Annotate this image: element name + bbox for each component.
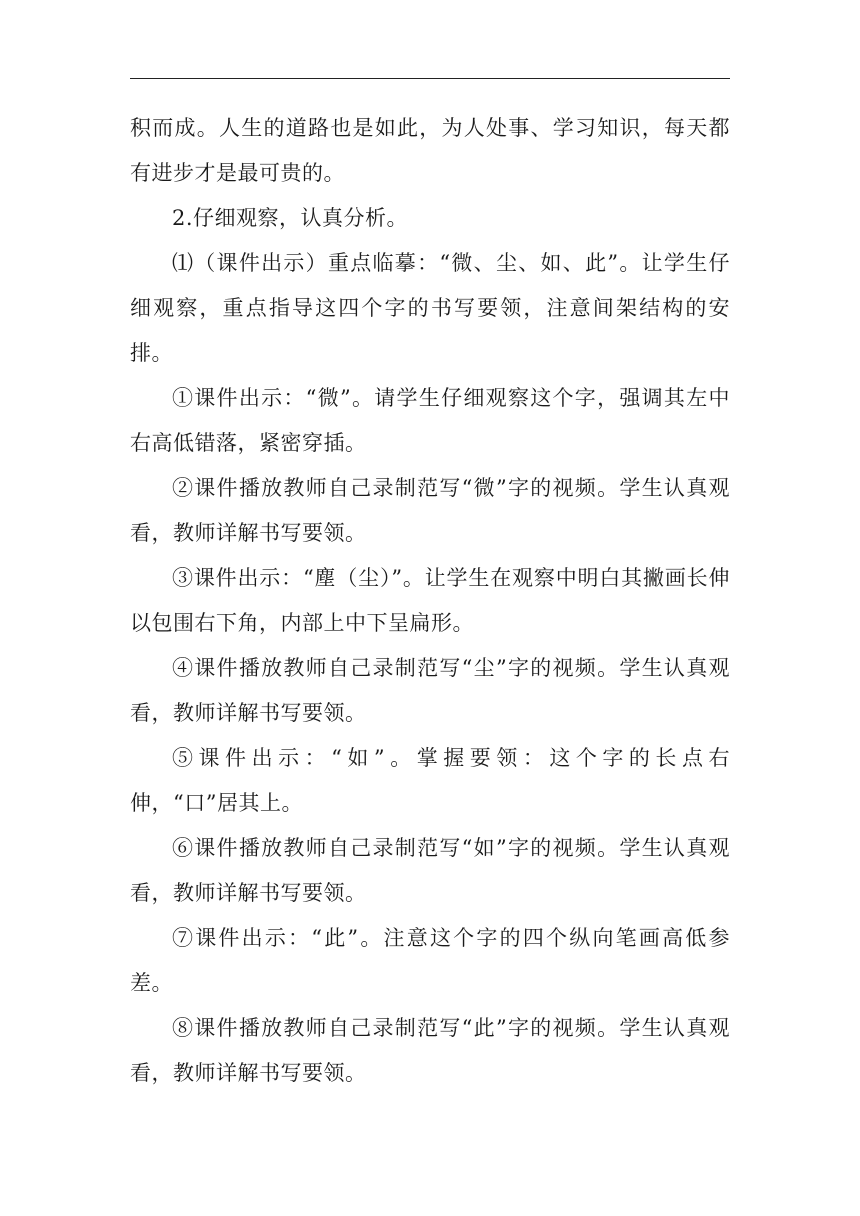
paragraph-step-1: ①课件出示：“微”。请学生仔细观察这个字，强调其左中右高低错落，紧密穿插。 [130,386,730,455]
paragraph-step-6: ⑥课件播放教师自己录制范写“如”字的视频。学生认真观看，教师详解书写要领。 [130,836,730,905]
paragraph-step-7: ⑦课件出示：“此”。注意这个字的四个纵向笔画高低参差。 [130,926,730,995]
paragraph-continuation: 积而成。人生的道路也是如此，为人处事、学习知识，每天都有进步才是最可贵的。 [130,116,730,185]
paragraph-step-3: ③课件出示：“塵（尘）”。让学生在观察中明白其撇画长伸以包围右下角，内部上中下呈扁形。 [130,566,730,635]
header-rule [130,78,730,79]
document-body [130,106,730,1096]
paragraph-section-heading: 2.仔细观察，认真分析。 [172,206,409,230]
paragraph-step-2: ②课件播放教师自己录制范写“微”字的视频。学生认真观看，教师详解书写要领。 [130,476,730,545]
paragraph-step-4: ④课件播放教师自己录制范写“尘”字的视频。学生认真观看，教师详解书写要领。 [130,656,730,725]
paragraph-step-8: ⑧课件播放教师自己录制范写“此”字的视频。学生认真观看，教师详解书写要领。 [130,1016,730,1085]
paragraph-key-copying: ⑴（课件出示）重点临摹：“微、尘、如、此”。让学生仔细观察，重点指导这四个字的书写要领，注意间架结构的安排。 [130,251,730,365]
paragraph-step-5: ⑤课件出示：“如”。掌握要领：这个字的长点右伸，“口”居其上。 [130,746,730,815]
